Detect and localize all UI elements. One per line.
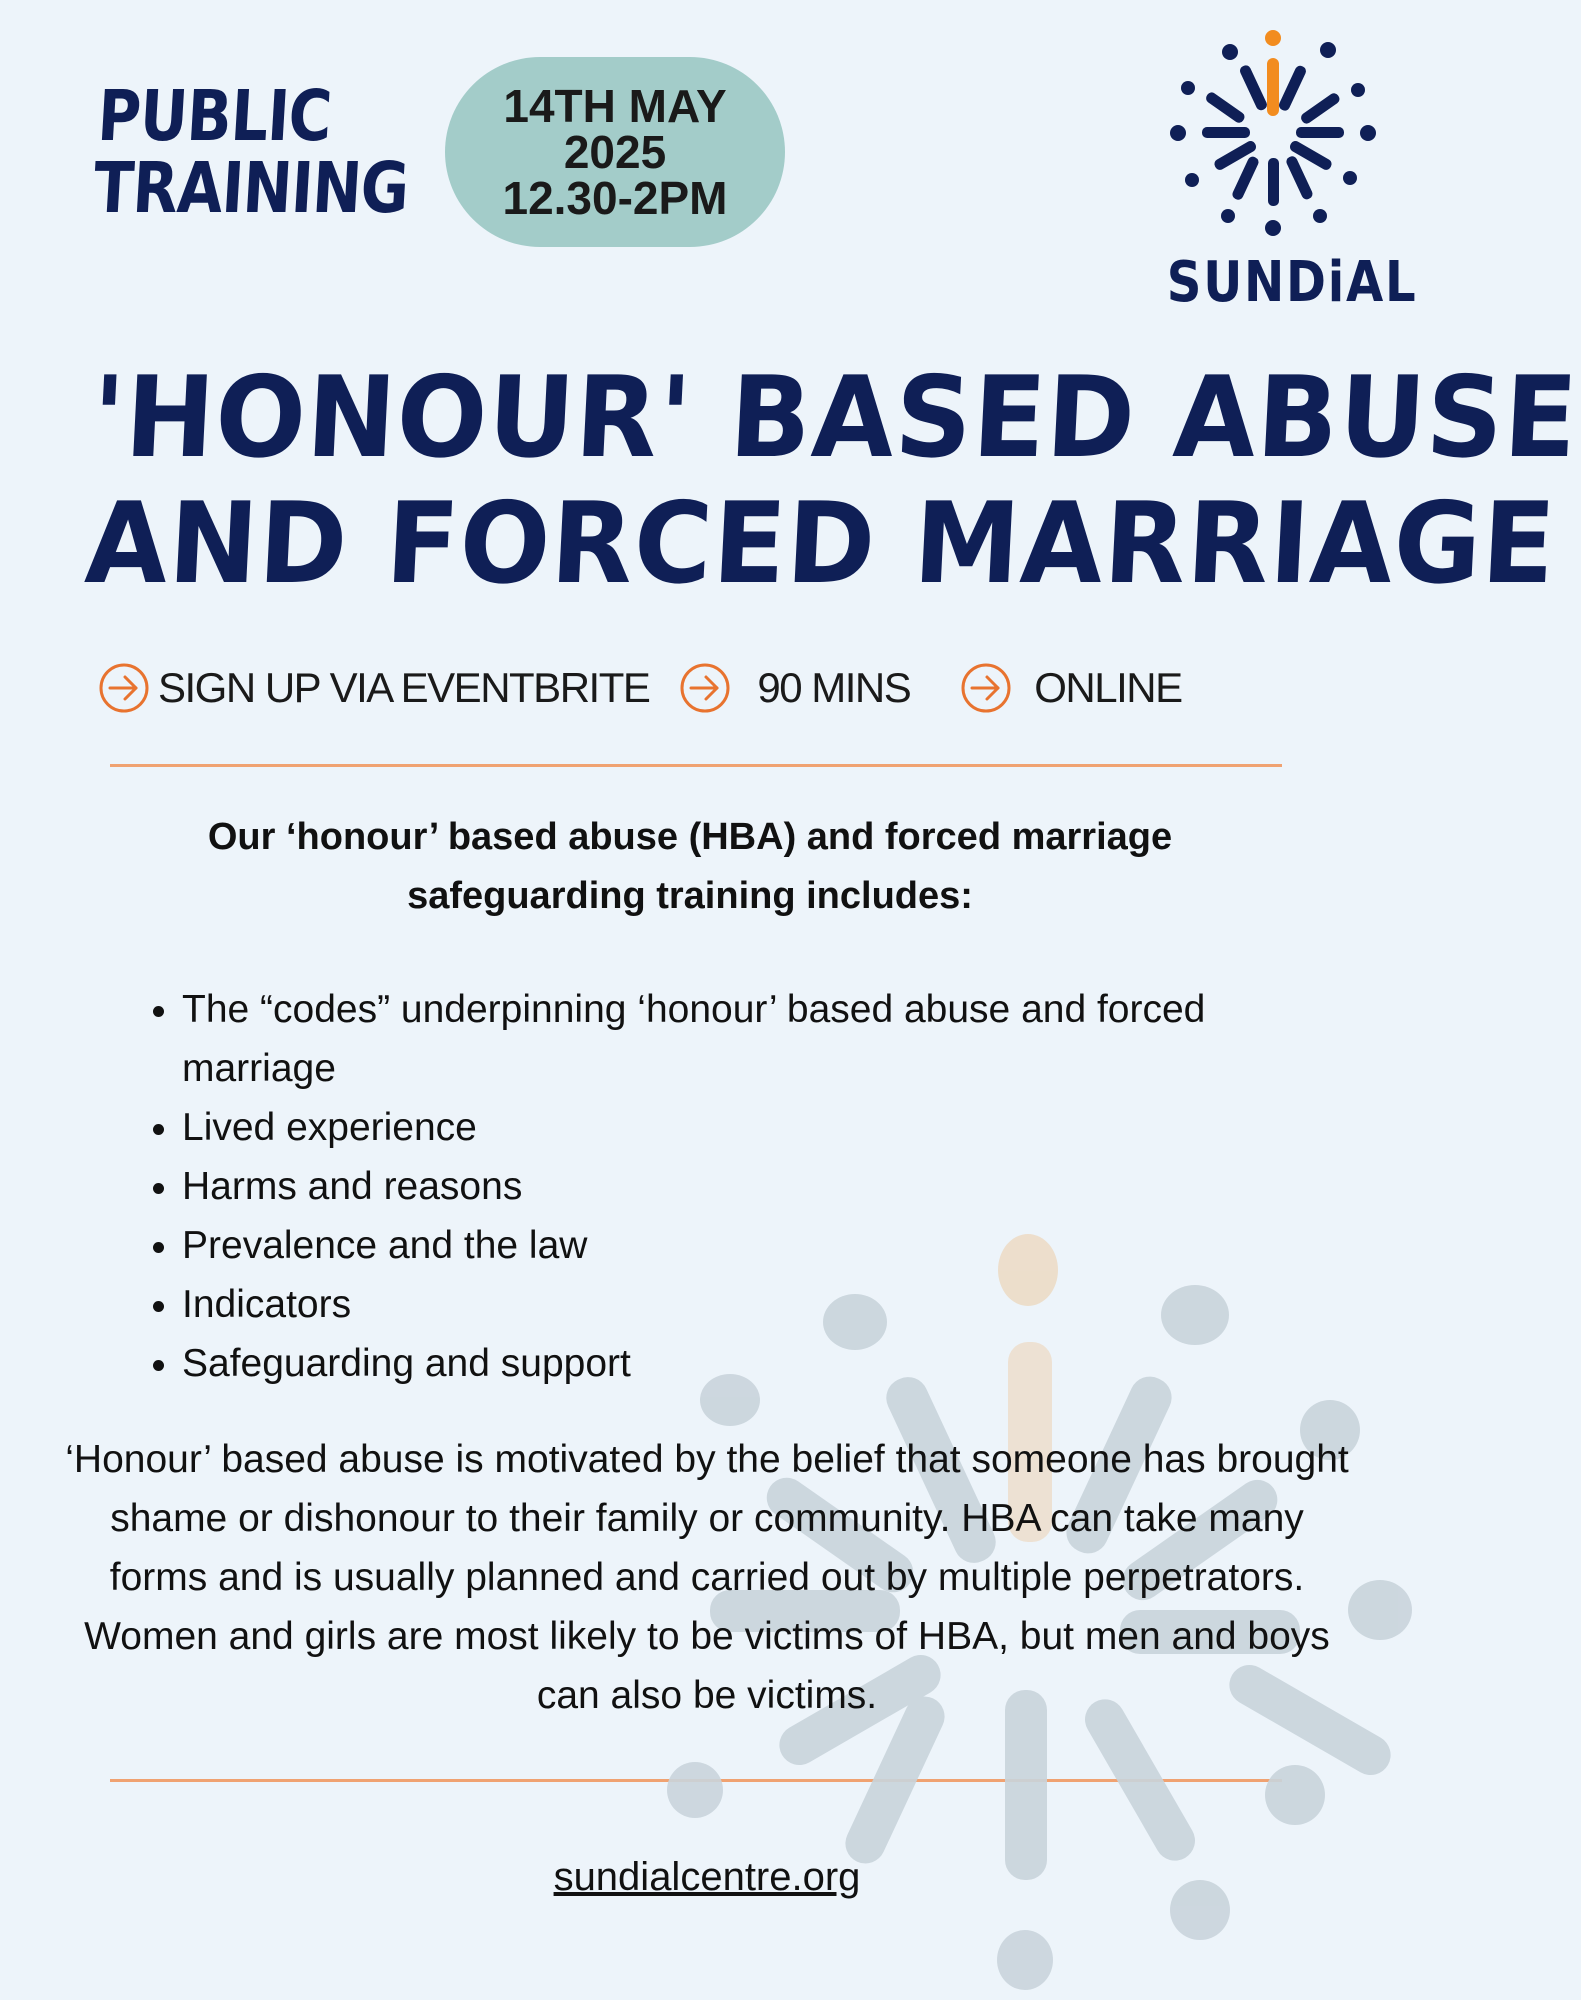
date-line: 14TH MAY xyxy=(503,80,727,132)
divider xyxy=(110,764,1282,767)
list-item: • Safeguarding and support xyxy=(182,1334,1232,1393)
duration-label: 90 MINS xyxy=(757,664,911,711)
topics-list xyxy=(140,980,1232,1393)
arrow-circle-icon xyxy=(960,662,1012,714)
description-paragraph: ‘Honour’ based abuse is motivated by the belief that someone has brought shame or dishonour to their family or community. HBA can take many forms and is usually planned and carried out by multiple perpetrators. Women and girls are most likely to be victims of HBA, but men and boys can also be victims. xyxy=(65,1438,1349,1717)
arrow-circle-icon xyxy=(679,662,731,714)
signup-label: SIGN UP VIA EVENTBRITE xyxy=(158,664,650,711)
title-line1: 'HONOUR' BASED ABUSE xyxy=(88,353,1581,483)
intro-heading: Our ‘honour’ based abuse (HBA) and forced marriage safeguarding training includes: xyxy=(207,816,1173,917)
signup-info xyxy=(98,662,649,714)
date-badge xyxy=(445,57,785,247)
logo-wordmark: SUNDiAL xyxy=(1166,250,1418,315)
footer xyxy=(0,1855,1414,1900)
sundial-sun-icon xyxy=(1160,20,1380,240)
website-link[interactable]: sundialcentre.org xyxy=(553,1855,861,1899)
event-type-line2: TRAINING xyxy=(91,147,411,229)
title-line2: AND FORCED MARRIAGE xyxy=(82,479,1559,609)
event-info-row xyxy=(98,660,1338,716)
list-item: • Prevalence and the law xyxy=(182,1216,1232,1275)
list-item: • Lived experience xyxy=(182,1098,1232,1157)
page-title xyxy=(82,353,1581,609)
arrow-circle-icon xyxy=(98,662,150,714)
sundial-logo xyxy=(1150,20,1418,320)
year-line: 2025 xyxy=(563,126,667,178)
list-item: • Harms and reasons xyxy=(182,1157,1232,1216)
event-type-label xyxy=(91,75,415,229)
list-item: • Indicators xyxy=(182,1275,1232,1334)
duration-info xyxy=(679,662,910,714)
list-item: • The “codes” underpinning ‘honour’ based abuse and forced marriage xyxy=(182,980,1232,1098)
event-type-line1: PUBLIC xyxy=(95,75,334,157)
time-line: 12.30-2PM xyxy=(502,172,728,224)
location-label: ONLINE xyxy=(1034,664,1182,711)
location-info xyxy=(960,662,1181,714)
